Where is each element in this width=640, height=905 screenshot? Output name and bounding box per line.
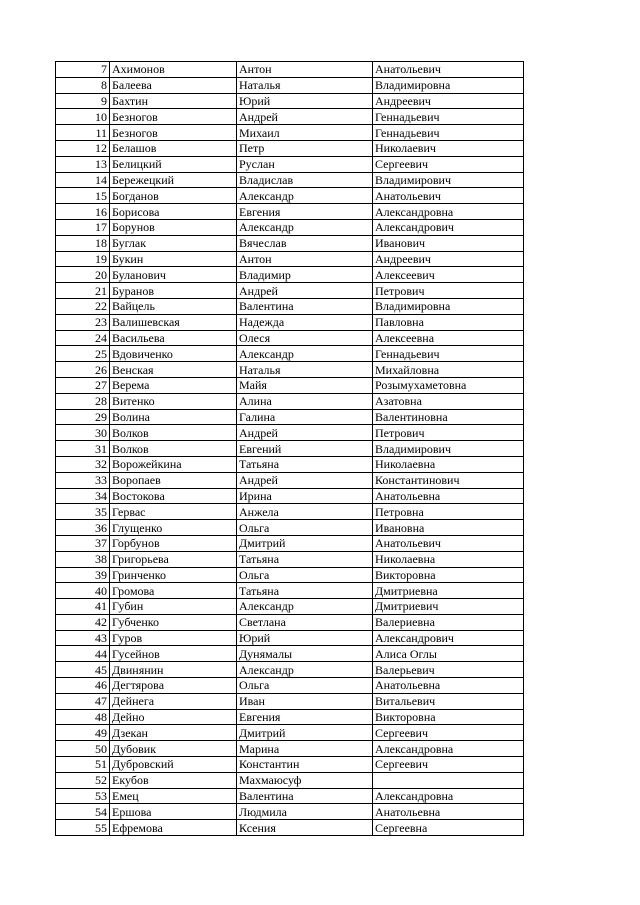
table-row — [56, 109, 524, 125]
row-number: 35 — [56, 504, 110, 520]
last-name-cell: Ахимонов — [110, 62, 237, 78]
patronymic-cell: Азатовна — [373, 393, 524, 409]
table-row — [56, 725, 524, 741]
patronymic-cell: Владимирович — [373, 172, 524, 188]
first-name-cell: Евгения — [237, 709, 373, 725]
table-row — [56, 630, 524, 646]
table-row — [56, 520, 524, 536]
table-row — [56, 741, 524, 757]
last-name-cell: Емец — [110, 788, 237, 804]
row-number: 27 — [56, 377, 110, 393]
first-name-cell: Марина — [237, 741, 373, 757]
first-name-cell: Михаил — [237, 125, 373, 141]
last-name-cell: Глущенко — [110, 520, 237, 536]
row-number: 45 — [56, 662, 110, 678]
row-number: 10 — [56, 109, 110, 125]
table-row — [56, 140, 524, 156]
first-name-cell: Владислав — [237, 172, 373, 188]
table-row — [56, 172, 524, 188]
table-row — [56, 820, 524, 836]
patronymic-cell: Геннадьевич — [373, 346, 524, 362]
last-name-cell: Валишевская — [110, 314, 237, 330]
first-name-cell: Андрей — [237, 283, 373, 299]
first-name-cell: Майя — [237, 377, 373, 393]
last-name-cell: Верема — [110, 377, 237, 393]
row-number: 19 — [56, 251, 110, 267]
first-name-cell: Ольга — [237, 567, 373, 583]
row-number: 31 — [56, 441, 110, 457]
row-number: 21 — [56, 283, 110, 299]
patronymic-cell: Николаевич — [373, 140, 524, 156]
first-name-cell: Юрий — [237, 93, 373, 109]
first-name-cell: Светлана — [237, 614, 373, 630]
first-name-cell: Дмитрий — [237, 535, 373, 551]
last-name-cell: Горбунов — [110, 535, 237, 551]
last-name-cell: Балеева — [110, 77, 237, 93]
row-number: 12 — [56, 140, 110, 156]
row-number: 39 — [56, 567, 110, 583]
last-name-cell: Гринченко — [110, 567, 237, 583]
last-name-cell: Венская — [110, 362, 237, 378]
table-row — [56, 551, 524, 567]
patronymic-cell: Анатольевна — [373, 804, 524, 820]
row-number: 41 — [56, 599, 110, 615]
row-number: 22 — [56, 298, 110, 314]
first-name-cell: Андрей — [237, 472, 373, 488]
first-name-cell: Андрей — [237, 425, 373, 441]
patronymic-cell: Иванович — [373, 235, 524, 251]
last-name-cell: Волков — [110, 441, 237, 457]
first-name-cell: Наталья — [237, 77, 373, 93]
row-number: 40 — [56, 583, 110, 599]
table-row — [56, 599, 524, 615]
row-number: 17 — [56, 219, 110, 235]
last-name-cell: Буранов — [110, 283, 237, 299]
first-name-cell: Галина — [237, 409, 373, 425]
patronymic-cell: Сергеевна — [373, 820, 524, 836]
row-number: 47 — [56, 693, 110, 709]
row-number: 8 — [56, 77, 110, 93]
first-name-cell: Анжела — [237, 504, 373, 520]
last-name-cell: Екубов — [110, 772, 237, 788]
patronymic-cell — [373, 772, 524, 788]
row-number: 34 — [56, 488, 110, 504]
first-name-cell: Александр — [237, 662, 373, 678]
row-number: 54 — [56, 804, 110, 820]
patronymic-cell: Анатольевич — [373, 62, 524, 78]
table-row — [56, 156, 524, 172]
first-name-cell: Вячеслав — [237, 235, 373, 251]
row-number: 37 — [56, 535, 110, 551]
first-name-cell: Иван — [237, 693, 373, 709]
last-name-cell: Губин — [110, 599, 237, 615]
first-name-cell: Дмитрий — [237, 725, 373, 741]
last-name-cell: Гусейнов — [110, 646, 237, 662]
row-number: 42 — [56, 614, 110, 630]
first-name-cell: Антон — [237, 62, 373, 78]
row-number: 48 — [56, 709, 110, 725]
patronymic-cell: Константинович — [373, 472, 524, 488]
row-number: 55 — [56, 820, 110, 836]
first-name-cell: Петр — [237, 140, 373, 156]
first-name-cell: Владимир — [237, 267, 373, 283]
table-row — [56, 693, 524, 709]
patronymic-cell: Алиса Оглы — [373, 646, 524, 662]
table-row — [56, 788, 524, 804]
last-name-cell: Безногов — [110, 109, 237, 125]
last-name-cell: Ершова — [110, 804, 237, 820]
table-row — [56, 330, 524, 346]
table-row — [56, 425, 524, 441]
row-number: 7 — [56, 62, 110, 78]
last-name-cell: Григорьева — [110, 551, 237, 567]
table-row — [56, 441, 524, 457]
last-name-cell: Дейнега — [110, 693, 237, 709]
row-number: 11 — [56, 125, 110, 141]
first-name-cell: Евгений — [237, 441, 373, 457]
name-roster-table — [55, 61, 524, 836]
first-name-cell: Дунямалы — [237, 646, 373, 662]
row-number: 32 — [56, 456, 110, 472]
row-number: 25 — [56, 346, 110, 362]
last-name-cell: Вдовиченко — [110, 346, 237, 362]
row-number: 53 — [56, 788, 110, 804]
first-name-cell: Александр — [237, 346, 373, 362]
first-name-cell: Ольга — [237, 678, 373, 694]
row-number: 49 — [56, 725, 110, 741]
first-name-cell: Ирина — [237, 488, 373, 504]
row-number: 15 — [56, 188, 110, 204]
last-name-cell: Дегтярова — [110, 678, 237, 694]
patronymic-cell: Сергеевич — [373, 725, 524, 741]
patronymic-cell: Андреевич — [373, 93, 524, 109]
row-number: 43 — [56, 630, 110, 646]
table-row — [56, 535, 524, 551]
row-number: 23 — [56, 314, 110, 330]
table-row — [56, 804, 524, 820]
table-row — [56, 283, 524, 299]
patronymic-cell: Геннадьевич — [373, 125, 524, 141]
last-name-cell: Волина — [110, 409, 237, 425]
patronymic-cell: Анатольевна — [373, 488, 524, 504]
table-row — [56, 504, 524, 520]
patronymic-cell: Петровна — [373, 504, 524, 520]
row-number: 30 — [56, 425, 110, 441]
patronymic-cell: Витальевич — [373, 693, 524, 709]
last-name-cell: Борунов — [110, 219, 237, 235]
last-name-cell: Дубовик — [110, 741, 237, 757]
patronymic-cell: Александрович — [373, 219, 524, 235]
patronymic-cell: Валентиновна — [373, 409, 524, 425]
table-row — [56, 362, 524, 378]
table-row — [56, 409, 524, 425]
last-name-cell: Буланович — [110, 267, 237, 283]
row-number: 36 — [56, 520, 110, 536]
table-row — [56, 614, 524, 630]
table-row — [56, 488, 524, 504]
row-number: 20 — [56, 267, 110, 283]
roster-body — [56, 62, 524, 836]
last-name-cell: Буглак — [110, 235, 237, 251]
last-name-cell: Букин — [110, 251, 237, 267]
row-number: 50 — [56, 741, 110, 757]
table-row — [56, 583, 524, 599]
first-name-cell: Александр — [237, 599, 373, 615]
row-number: 18 — [56, 235, 110, 251]
patronymic-cell: Геннадьевич — [373, 109, 524, 125]
row-number: 9 — [56, 93, 110, 109]
table-row — [56, 567, 524, 583]
row-number: 26 — [56, 362, 110, 378]
patronymic-cell: Анатольевна — [373, 678, 524, 694]
row-number: 14 — [56, 172, 110, 188]
row-number: 29 — [56, 409, 110, 425]
table-row — [56, 267, 524, 283]
last-name-cell: Громова — [110, 583, 237, 599]
first-name-cell: Татьяна — [237, 551, 373, 567]
last-name-cell: Двинянин — [110, 662, 237, 678]
last-name-cell: Бережецкий — [110, 172, 237, 188]
patronymic-cell: Валериевна — [373, 614, 524, 630]
last-name-cell: Востокова — [110, 488, 237, 504]
first-name-cell: Евгения — [237, 204, 373, 220]
row-number: 38 — [56, 551, 110, 567]
table-row — [56, 456, 524, 472]
patronymic-cell: Александровна — [373, 788, 524, 804]
table-row — [56, 188, 524, 204]
patronymic-cell: Александрович — [373, 630, 524, 646]
first-name-cell: Андрей — [237, 109, 373, 125]
patronymic-cell: Алексеевна — [373, 330, 524, 346]
patronymic-cell: Андреевич — [373, 251, 524, 267]
first-name-cell: Алина — [237, 393, 373, 409]
last-name-cell: Борисова — [110, 204, 237, 220]
row-number: 13 — [56, 156, 110, 172]
last-name-cell: Бахтин — [110, 93, 237, 109]
patronymic-cell: Дмитриевна — [373, 583, 524, 599]
patronymic-cell: Александровна — [373, 741, 524, 757]
first-name-cell: Олеся — [237, 330, 373, 346]
first-name-cell: Махмаюсуф — [237, 772, 373, 788]
table-row — [56, 757, 524, 773]
first-name-cell: Антон — [237, 251, 373, 267]
table-row — [56, 62, 524, 78]
row-number: 24 — [56, 330, 110, 346]
patronymic-cell: Ивановна — [373, 520, 524, 536]
table-row — [56, 393, 524, 409]
last-name-cell: Губченко — [110, 614, 237, 630]
last-name-cell: Воропаев — [110, 472, 237, 488]
last-name-cell: Гуров — [110, 630, 237, 646]
last-name-cell: Безногов — [110, 125, 237, 141]
table-row — [56, 93, 524, 109]
row-number: 33 — [56, 472, 110, 488]
row-number: 28 — [56, 393, 110, 409]
first-name-cell: Ксения — [237, 820, 373, 836]
table-row — [56, 219, 524, 235]
last-name-cell: Волков — [110, 425, 237, 441]
patronymic-cell: Анатольевич — [373, 535, 524, 551]
patronymic-cell: Сергеевич — [373, 757, 524, 773]
patronymic-cell: Розымухаметовна — [373, 377, 524, 393]
patronymic-cell: Петрович — [373, 425, 524, 441]
row-number: 44 — [56, 646, 110, 662]
row-number: 52 — [56, 772, 110, 788]
last-name-cell: Ворожейкина — [110, 456, 237, 472]
last-name-cell: Дзекан — [110, 725, 237, 741]
patronymic-cell: Викторовна — [373, 567, 524, 583]
first-name-cell: Наталья — [237, 362, 373, 378]
last-name-cell: Гервас — [110, 504, 237, 520]
patronymic-cell: Александровна — [373, 204, 524, 220]
first-name-cell: Татьяна — [237, 456, 373, 472]
first-name-cell: Валентина — [237, 788, 373, 804]
table-row — [56, 472, 524, 488]
patronymic-cell: Анатольевич — [373, 188, 524, 204]
table-row — [56, 77, 524, 93]
table-row — [56, 204, 524, 220]
last-name-cell: Дубровский — [110, 757, 237, 773]
first-name-cell: Валентина — [237, 298, 373, 314]
first-name-cell: Юрий — [237, 630, 373, 646]
table-row — [56, 662, 524, 678]
row-number: 46 — [56, 678, 110, 694]
table-row — [56, 709, 524, 725]
last-name-cell: Васильева — [110, 330, 237, 346]
last-name-cell: Дейно — [110, 709, 237, 725]
table-row — [56, 377, 524, 393]
table-row — [56, 298, 524, 314]
first-name-cell: Александр — [237, 188, 373, 204]
table-row — [56, 314, 524, 330]
patronymic-cell: Владимировна — [373, 77, 524, 93]
row-number: 16 — [56, 204, 110, 220]
table-row — [56, 125, 524, 141]
table-row — [56, 646, 524, 662]
table-row — [56, 772, 524, 788]
patronymic-cell: Владимирович — [373, 441, 524, 457]
patronymic-cell: Сергеевич — [373, 156, 524, 172]
patronymic-cell: Николаевна — [373, 551, 524, 567]
row-number: 51 — [56, 757, 110, 773]
first-name-cell: Людмила — [237, 804, 373, 820]
last-name-cell: Витенко — [110, 393, 237, 409]
last-name-cell: Ефремова — [110, 820, 237, 836]
table-row — [56, 678, 524, 694]
last-name-cell: Белашов — [110, 140, 237, 156]
patronymic-cell: Владимировна — [373, 298, 524, 314]
first-name-cell: Татьяна — [237, 583, 373, 599]
patronymic-cell: Дмитриевич — [373, 599, 524, 615]
patronymic-cell: Петрович — [373, 283, 524, 299]
patronymic-cell: Валерьевич — [373, 662, 524, 678]
patronymic-cell: Михайловна — [373, 362, 524, 378]
first-name-cell: Надежда — [237, 314, 373, 330]
last-name-cell: Богданов — [110, 188, 237, 204]
patronymic-cell: Николаевна — [373, 456, 524, 472]
first-name-cell: Ольга — [237, 520, 373, 536]
first-name-cell: Константин — [237, 757, 373, 773]
table-row — [56, 346, 524, 362]
patronymic-cell: Викторовна — [373, 709, 524, 725]
patronymic-cell: Алексеевич — [373, 267, 524, 283]
table-row — [56, 235, 524, 251]
patronymic-cell: Павловна — [373, 314, 524, 330]
first-name-cell: Александр — [237, 219, 373, 235]
table-row — [56, 251, 524, 267]
first-name-cell: Руслан — [237, 156, 373, 172]
last-name-cell: Белицкий — [110, 156, 237, 172]
last-name-cell: Вайцель — [110, 298, 237, 314]
